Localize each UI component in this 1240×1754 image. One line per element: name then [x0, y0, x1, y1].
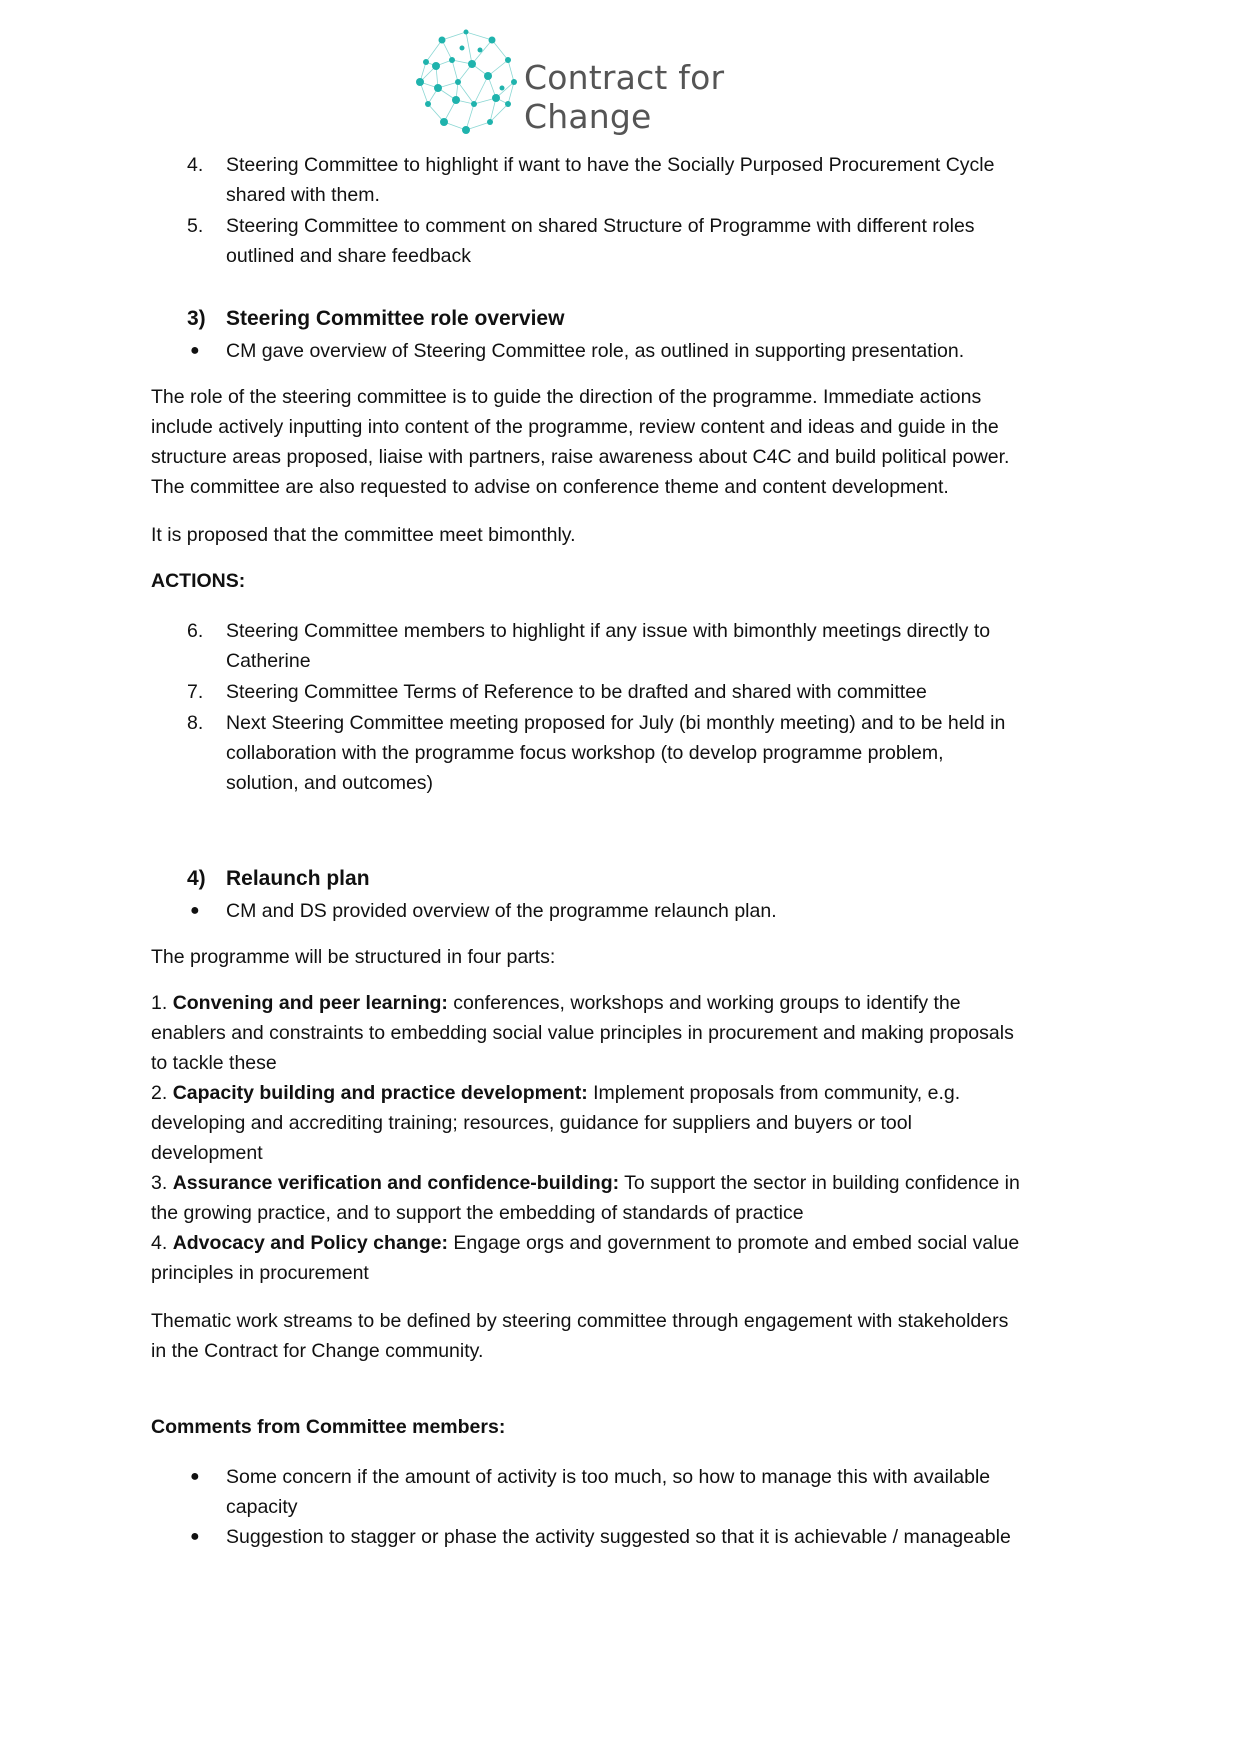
- network-globe-icon: [412, 26, 520, 134]
- part-number: 3.: [151, 1172, 168, 1194]
- paragraph-line: The role of the steering committee is to guide the direction of the programme. Immediate actions: [151, 386, 982, 408]
- part-item: [151, 1078, 960, 1108]
- bullet-text: CM gave overview of Steering Committee role, as outlined in supporting presentation.: [226, 340, 965, 362]
- section-heading: Steering Committee role overview: [226, 307, 565, 330]
- part-number: 1.: [151, 992, 168, 1014]
- action-text: shared with them.: [226, 184, 380, 206]
- action-text: Next Steering Committee meeting proposed for July (bi monthly meeting) and to be held in: [226, 712, 1006, 734]
- part-text: principles in procurement: [151, 1262, 369, 1284]
- bullet-icon: ●: [190, 342, 200, 359]
- section-number: 4): [187, 867, 206, 890]
- part-text: to tackle these: [151, 1052, 277, 1074]
- part-text: To support the sector in building confidence in: [619, 1172, 1020, 1194]
- part-item: [151, 1228, 1019, 1258]
- bullet-icon: ●: [190, 1528, 200, 1545]
- part-title: Convening and peer learning:: [172, 992, 448, 1014]
- action-text: outlined and share feedback: [226, 245, 472, 267]
- comment-text: Some concern if the amount of activity is too much, so how to manage this with available: [226, 1466, 991, 1488]
- action-text: solution, and outcomes): [226, 772, 434, 794]
- thematic-line: Thematic work streams to be defined by steering committee through engagement with stakeholders: [151, 1310, 1009, 1332]
- part-text: development: [151, 1142, 263, 1164]
- action-number: 6.: [187, 620, 204, 642]
- part-text: the growing practice, and to support the embedding of standards of practice: [151, 1202, 804, 1224]
- action-text: Steering Committee to highlight if want to have the Socially Purposed Procurement Cycle: [226, 154, 995, 176]
- action-text: Steering Committee to comment on shared Structure of Programme with different roles: [226, 215, 975, 237]
- action-number: 4.: [187, 154, 204, 176]
- parts-intro: The programme will be structured in four parts:: [151, 946, 556, 968]
- header-logo: [412, 26, 852, 136]
- paragraph-line: structure areas proposed, liaise with partners, raise awareness about C4C and build political power.: [151, 446, 1010, 468]
- part-text: enablers and constraints to embedding social value principles in procurement and making proposals: [151, 1022, 1014, 1044]
- part-number: 4.: [151, 1232, 168, 1254]
- bullet-text: CM and DS provided overview of the programme relaunch plan.: [226, 900, 777, 922]
- part-text: Engage orgs and government to promote and embed social value: [447, 1232, 1020, 1254]
- part-title: Capacity building and practice development:: [172, 1082, 588, 1104]
- action-text: collaboration with the programme focus workshop (to develop programme problem,: [226, 742, 944, 764]
- action-number: 8.: [187, 712, 204, 734]
- part-text: developing and accrediting training; resources, guidance for suppliers and buyers or tool: [151, 1112, 912, 1134]
- action-text: Catherine: [226, 650, 311, 672]
- action-number: 7.: [187, 681, 204, 703]
- part-text: Implement proposals from community, e.g.: [587, 1082, 961, 1104]
- actions-label: ACTIONS:: [151, 570, 246, 592]
- action-number: 5.: [187, 215, 204, 237]
- action-text: Steering Committee members to highlight if any issue with bimonthly meetings directly to: [226, 620, 991, 642]
- comments-label: Comments from Committee members:: [151, 1416, 506, 1438]
- logo-wordmark: Contract for Change: [524, 58, 725, 136]
- paragraph-line: The committee are also requested to advise on conference theme and content development.: [151, 476, 949, 498]
- bullet-icon: ●: [190, 1468, 200, 1485]
- bullet-icon: ●: [190, 902, 200, 919]
- part-title: Advocacy and Policy change:: [172, 1232, 448, 1254]
- section-heading: Relaunch plan: [226, 867, 370, 890]
- part-title: Assurance verification and confidence-building:: [172, 1172, 620, 1194]
- action-text: Steering Committee Terms of Reference to be drafted and shared with committee: [226, 681, 927, 703]
- comment-text: Suggestion to stagger or phase the activity suggested so that it is achievable / manageable: [226, 1526, 1011, 1548]
- part-text: conferences, workshops and working groups to identify the: [447, 992, 961, 1014]
- section-number: 3): [187, 307, 206, 330]
- comment-text: capacity: [226, 1496, 298, 1518]
- thematic-line: in the Contract for Change community.: [151, 1340, 484, 1362]
- part-item: [151, 1168, 1020, 1198]
- proposal-text: It is proposed that the committee meet bimonthly.: [151, 524, 576, 546]
- part-item: [151, 988, 961, 1018]
- part-number: 2.: [151, 1082, 168, 1104]
- paragraph-line: include actively inputting into content of the programme, review content and ideas and guide in the: [151, 416, 999, 438]
